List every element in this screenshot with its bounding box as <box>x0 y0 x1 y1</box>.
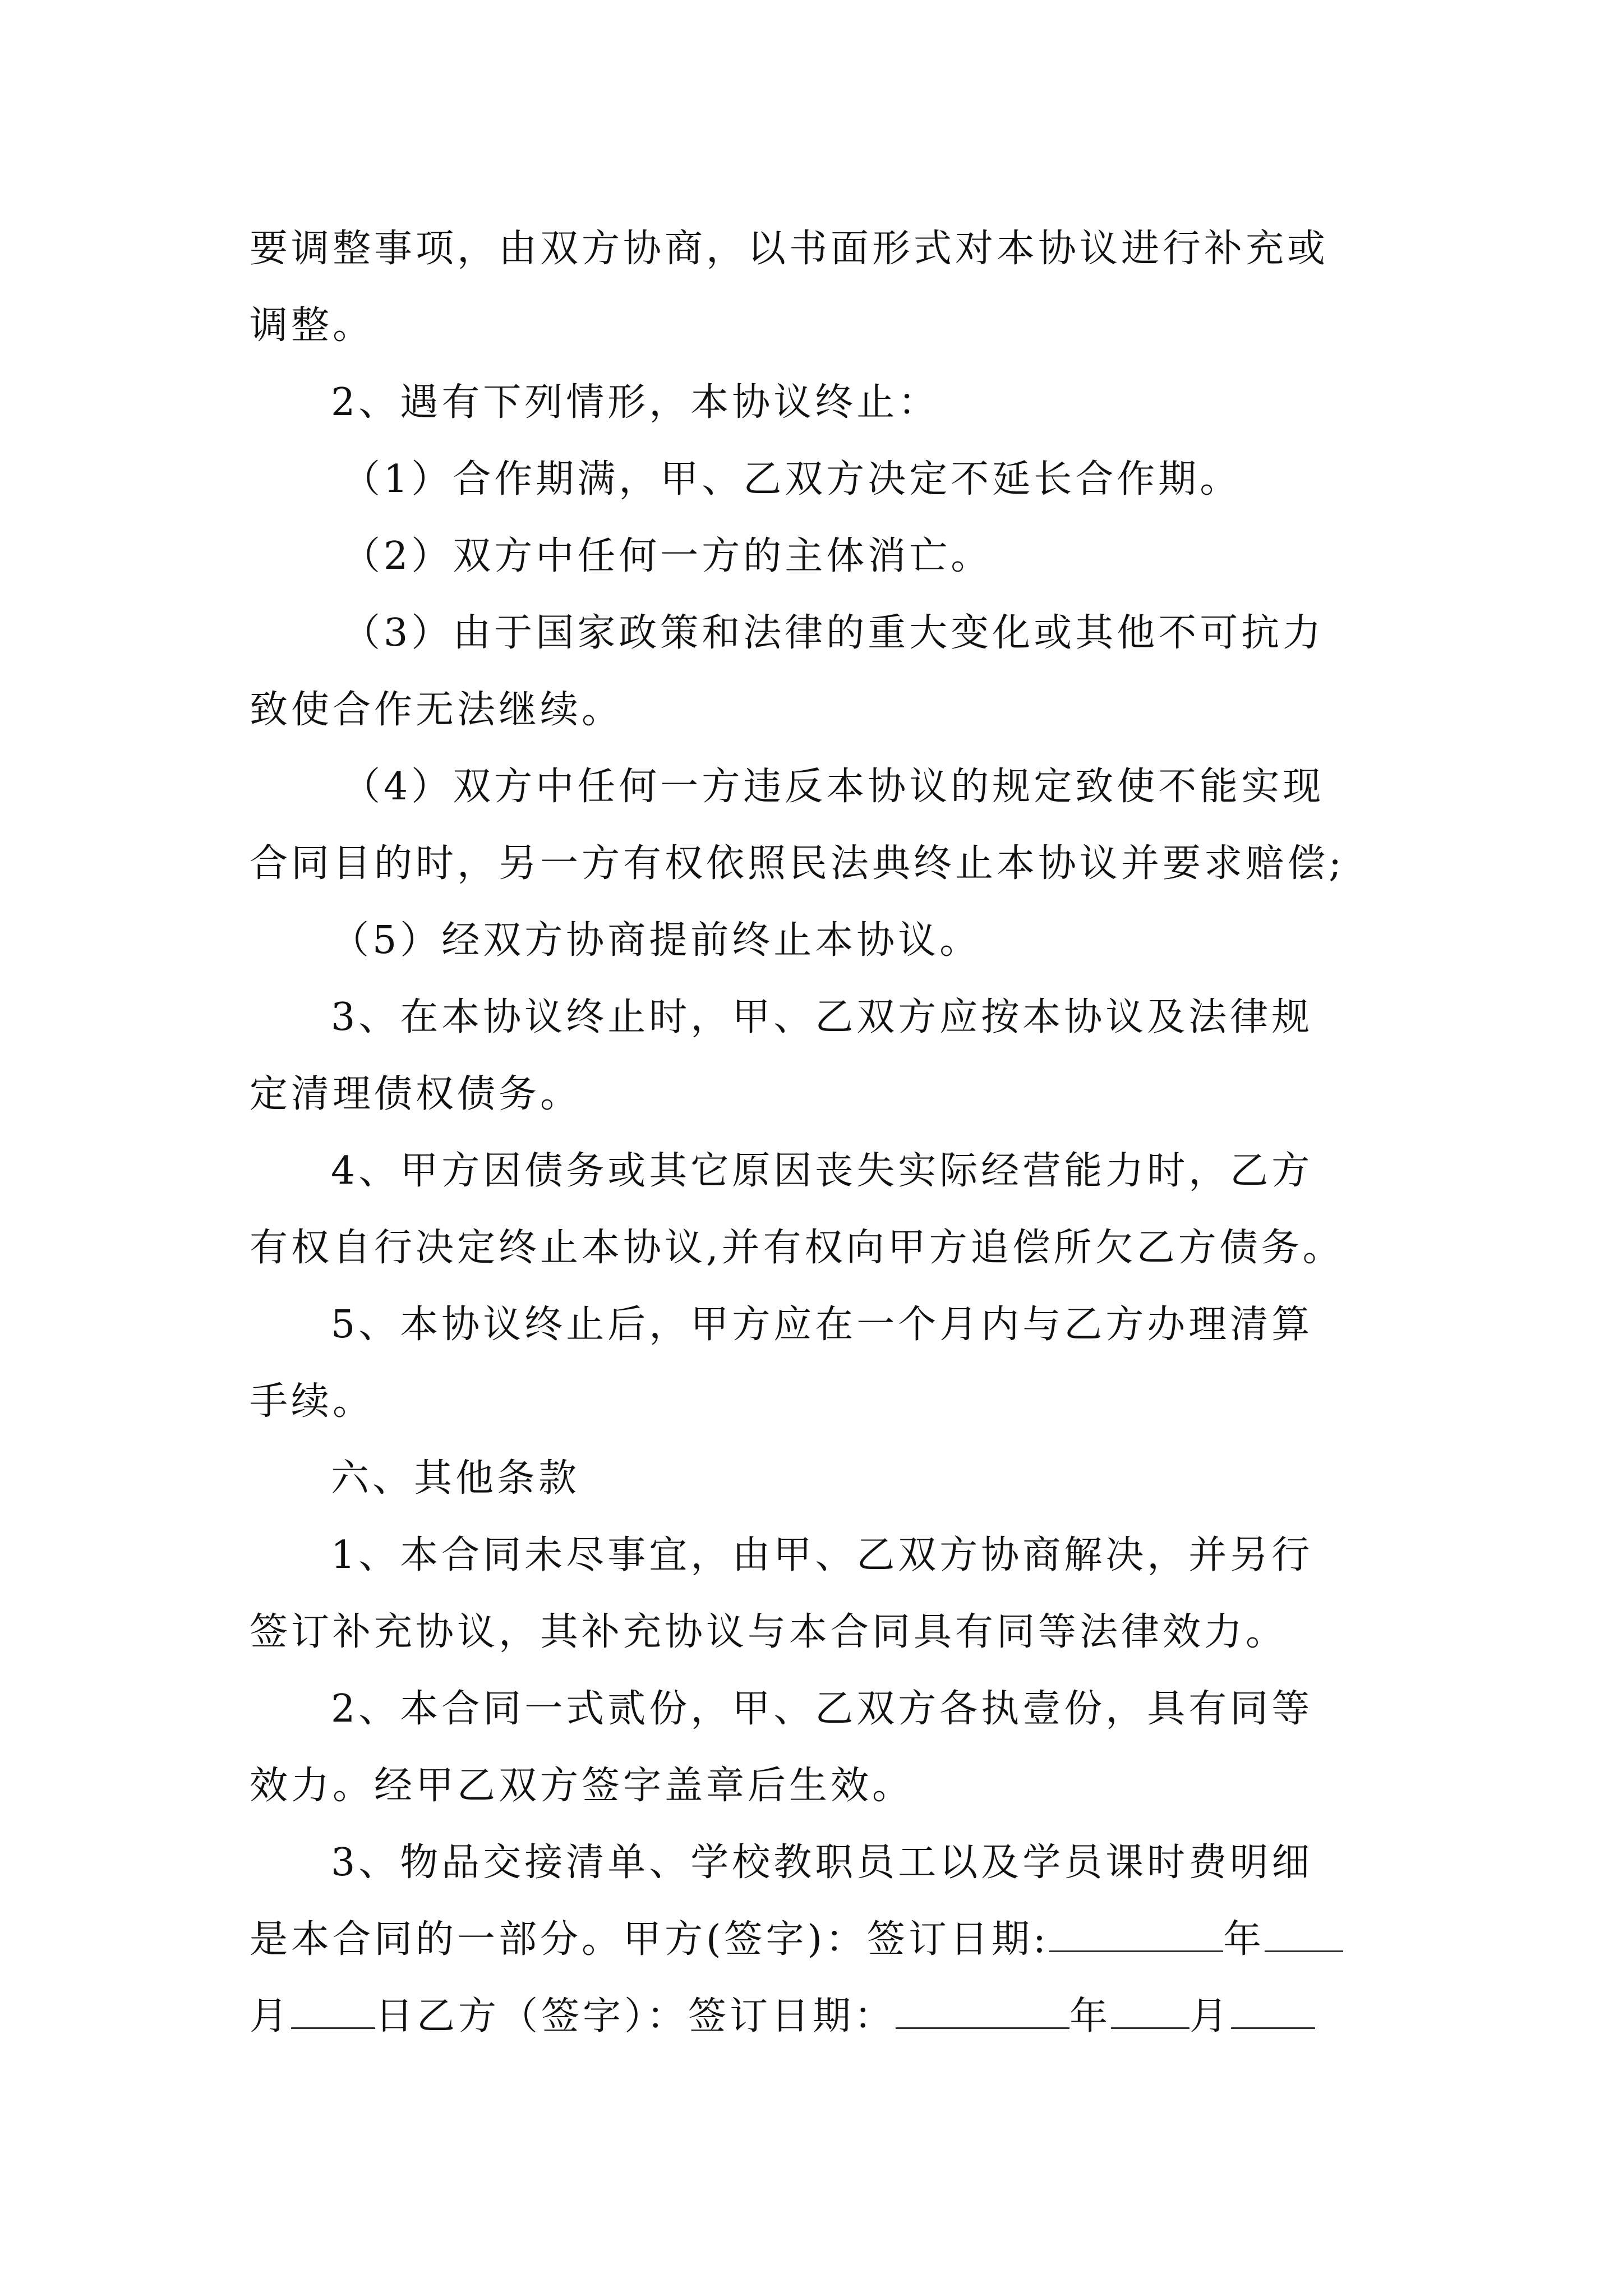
signature-line-party-a <box>250 1901 1388 1978</box>
day-blank <box>1231 1994 1315 2029</box>
signature-line-party-b <box>250 1978 1388 2055</box>
party-b-text: 乙方（签字）：签订日期： <box>417 1994 896 2039</box>
month-label: 月 <box>250 1994 292 2039</box>
month-label: 月 <box>1189 1994 1232 2039</box>
section-heading: 六、其他条款 <box>331 1456 580 1501</box>
year-label: 年 <box>1069 1994 1112 2039</box>
text-line: 定清理债权债务。 <box>250 1072 582 1116</box>
text-line: 合同目的时，另一方有权依照民法典终止本协议并要求赔偿; <box>250 841 1345 886</box>
text-line: 签订补充协议，其补充协议与本合同具有同等法律效力。 <box>250 1610 1288 1654</box>
text-line: （5）经双方协商提前终止本协议。 <box>331 918 981 963</box>
text-line: 4、甲方因债务或其它原因丧失实际经营能力时，乙方 <box>331 1149 1313 1193</box>
text-line: 手续。 <box>250 1379 375 1424</box>
text-line: 调整。 <box>250 303 375 348</box>
text-line: 2、遇有下列情形，本协议终止： <box>331 380 940 425</box>
year-blank <box>1049 1917 1223 1952</box>
year-label: 年 <box>1223 1917 1265 1962</box>
text-line: 效力。经甲乙双方签字盖章后生效。 <box>250 1764 914 1808</box>
text-line: 有权自行决定终止本协议,并有权向甲方追偿所欠乙方债务。 <box>250 1226 1344 1270</box>
text-line: （2）双方中任何一方的主体消亡。 <box>342 534 993 578</box>
text-line: 3、物品交接清单、学校教职员工以及学员课时费明细 <box>331 1841 1313 1885</box>
text-line: （1）合作期满，甲、乙双方决定不延长合作期。 <box>342 457 1242 501</box>
day-blank <box>291 1994 375 2029</box>
text-line: （3）由于国家政策和法律的重大变化或其他不可抗力 <box>342 611 1325 655</box>
text-line: 致使合作无法继续。 <box>250 688 624 732</box>
day-label: 日 <box>375 1994 417 2039</box>
text-line: 3、在本协议终止时，甲、乙双方应按本协议及法律规 <box>331 995 1313 1039</box>
month-blank <box>1265 1917 1343 1952</box>
text-line: 1、本合同未尽事宜，由甲、乙双方协商解决，并另行 <box>331 1533 1313 1577</box>
text-line: 2、本合同一式贰份，甲、乙双方各执壹份，具有同等 <box>331 1687 1313 1731</box>
text-line: 要调整事项，由双方协商，以书面形式对本协议进行补充或 <box>250 227 1329 271</box>
signature-text: 是本合同的一部分。甲方(签字)：签订日期: <box>250 1917 1049 1962</box>
text-line: （4）双方中任何一方违反本协议的规定致使不能实现 <box>342 765 1325 809</box>
document-body <box>250 210 1388 2055</box>
month-blank <box>1111 1994 1189 2029</box>
year-blank <box>896 1994 1069 2029</box>
text-line: 5、本协议终止后，甲方应在一个月内与乙方办理清算 <box>331 1303 1313 1347</box>
